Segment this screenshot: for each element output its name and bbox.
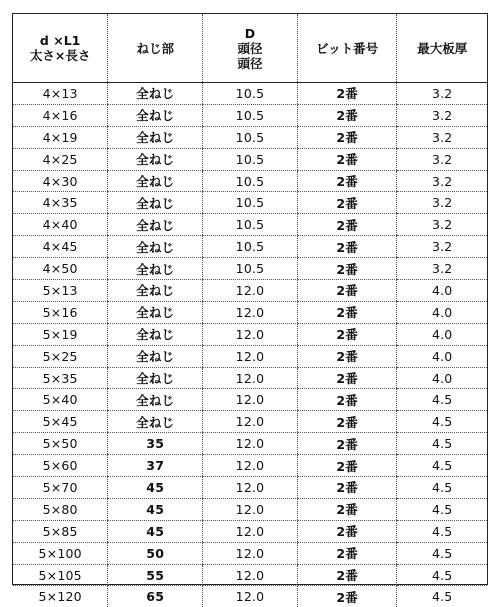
header-row: [13, 14, 487, 83]
cell-size: 4×25: [13, 148, 108, 170]
cell-size: 5×25: [13, 345, 108, 367]
cell-head-diameter: 10.5: [203, 104, 298, 126]
table-row: [13, 345, 487, 367]
cell-max-thickness: 4.5: [397, 433, 487, 455]
table-row: [13, 301, 487, 323]
cell-max-thickness: 4.5: [397, 542, 487, 564]
cell-bit-number: 2番: [297, 280, 397, 302]
cell-thread: 全ねじ: [108, 280, 203, 302]
table-row: [13, 389, 487, 411]
cell-head-diameter: 12.0: [203, 323, 298, 345]
cell-bit-number: 2番: [297, 192, 397, 214]
header-line: ビット番号: [298, 41, 397, 56]
cell-head-diameter: 12.0: [203, 433, 298, 455]
cell-head-diameter: 12.0: [203, 564, 298, 586]
table-row: [13, 104, 487, 126]
cell-thread: 全ねじ: [108, 258, 203, 280]
cell-thread: 全ねじ: [108, 389, 203, 411]
table-row: [13, 258, 487, 280]
table-row: [13, 411, 487, 433]
cell-head-diameter: 12.0: [203, 520, 298, 542]
screw-spec-table: [13, 14, 487, 607]
cell-size: 5×70: [13, 477, 108, 499]
cell-bit-number: 2番: [297, 301, 397, 323]
cell-thread: 全ねじ: [108, 126, 203, 148]
cell-max-thickness: 3.2: [397, 170, 487, 192]
cell-size: 5×85: [13, 520, 108, 542]
cell-head-diameter: 12.0: [203, 280, 298, 302]
cell-max-thickness: 4.5: [397, 586, 487, 607]
header-size: [13, 14, 108, 83]
header-line: d ×L1: [13, 33, 107, 48]
header-line: 太さ×長さ: [13, 48, 107, 63]
cell-max-thickness: 4.5: [397, 477, 487, 499]
cell-size: 4×16: [13, 104, 108, 126]
cell-bit-number: 2番: [297, 411, 397, 433]
cell-size: 5×13: [13, 280, 108, 302]
header-thread: [108, 14, 203, 83]
cell-max-thickness: 3.2: [397, 236, 487, 258]
cell-thread: 65: [108, 586, 203, 607]
spec-table-frame: [12, 13, 488, 585]
header-line: 頭径: [203, 56, 297, 71]
cell-max-thickness: 3.2: [397, 83, 487, 105]
cell-thread: 全ねじ: [108, 323, 203, 345]
cell-bit-number: 2番: [297, 236, 397, 258]
cell-bit-number: 2番: [297, 477, 397, 499]
cell-thread: 全ねじ: [108, 104, 203, 126]
cell-head-diameter: 12.0: [203, 542, 298, 564]
header-line: D: [203, 26, 297, 41]
cell-bit-number: 2番: [297, 520, 397, 542]
cell-size: 4×40: [13, 214, 108, 236]
cell-head-diameter: 10.5: [203, 126, 298, 148]
cell-max-thickness: 3.2: [397, 214, 487, 236]
cell-max-thickness: 4.0: [397, 323, 487, 345]
cell-thread: 全ねじ: [108, 170, 203, 192]
cell-size: 4×13: [13, 83, 108, 105]
table-row: [13, 192, 487, 214]
header-max-thickness: [397, 14, 487, 83]
cell-thread: 全ねじ: [108, 367, 203, 389]
table-row: [13, 126, 487, 148]
cell-thread: 45: [108, 498, 203, 520]
header-head-diameter: [203, 14, 298, 83]
cell-size: 4×19: [13, 126, 108, 148]
header-bit-number: [297, 14, 397, 83]
cell-bit-number: 2番: [297, 389, 397, 411]
cell-bit-number: 2番: [297, 498, 397, 520]
cell-head-diameter: 12.0: [203, 498, 298, 520]
cell-max-thickness: 3.2: [397, 192, 487, 214]
cell-bit-number: 2番: [297, 104, 397, 126]
cell-head-diameter: 12.0: [203, 345, 298, 367]
table-row: [13, 542, 487, 564]
cell-max-thickness: 4.0: [397, 280, 487, 302]
cell-thread: 50: [108, 542, 203, 564]
cell-bit-number: 2番: [297, 258, 397, 280]
cell-size: 4×30: [13, 170, 108, 192]
table-row: [13, 148, 487, 170]
table-row: [13, 433, 487, 455]
cell-bit-number: 2番: [297, 367, 397, 389]
cell-max-thickness: 4.5: [397, 498, 487, 520]
cell-head-diameter: 12.0: [203, 411, 298, 433]
cell-thread: 全ねじ: [108, 301, 203, 323]
cell-max-thickness: 3.2: [397, 104, 487, 126]
cell-head-diameter: 12.0: [203, 389, 298, 411]
cell-max-thickness: 4.5: [397, 455, 487, 477]
cell-size: 5×50: [13, 433, 108, 455]
table-row: [13, 498, 487, 520]
cell-head-diameter: 12.0: [203, 455, 298, 477]
cell-head-diameter: 12.0: [203, 367, 298, 389]
header-line: ねじ部: [108, 41, 202, 56]
cell-size: 4×35: [13, 192, 108, 214]
table-row: [13, 455, 487, 477]
table-row: [13, 564, 487, 586]
cell-max-thickness: 3.2: [397, 148, 487, 170]
cell-max-thickness: 4.5: [397, 564, 487, 586]
cell-head-diameter: 10.5: [203, 192, 298, 214]
cell-thread: 35: [108, 433, 203, 455]
cell-bit-number: 2番: [297, 433, 397, 455]
cell-max-thickness: 4.5: [397, 520, 487, 542]
table-row: [13, 83, 487, 105]
cell-head-diameter: 12.0: [203, 477, 298, 499]
cell-max-thickness: 3.2: [397, 126, 487, 148]
cell-size: 4×45: [13, 236, 108, 258]
header-line: 頭径: [203, 41, 297, 56]
cell-size: 5×35: [13, 367, 108, 389]
cell-size: 5×105: [13, 564, 108, 586]
cell-thread: 全ねじ: [108, 411, 203, 433]
cell-max-thickness: 4.5: [397, 389, 487, 411]
cell-thread: 全ねじ: [108, 83, 203, 105]
table-row: [13, 477, 487, 499]
cell-max-thickness: 4.0: [397, 367, 487, 389]
table-row: [13, 280, 487, 302]
table-header: [13, 14, 487, 83]
table-row: [13, 520, 487, 542]
cell-thread: 全ねじ: [108, 148, 203, 170]
cell-bit-number: 2番: [297, 214, 397, 236]
table-row: [13, 170, 487, 192]
cell-thread: 55: [108, 564, 203, 586]
cell-bit-number: 2番: [297, 455, 397, 477]
cell-max-thickness: 4.0: [397, 301, 487, 323]
cell-bit-number: 2番: [297, 83, 397, 105]
cell-bit-number: 2番: [297, 170, 397, 192]
cell-size: 5×19: [13, 323, 108, 345]
cell-head-diameter: 12.0: [203, 301, 298, 323]
cell-size: 5×120: [13, 586, 108, 607]
cell-head-diameter: 10.5: [203, 236, 298, 258]
table-row: [13, 586, 487, 607]
table-body: [13, 83, 487, 607]
header-line: 最大板厚: [397, 41, 487, 56]
cell-size: 5×60: [13, 455, 108, 477]
cell-bit-number: 2番: [297, 126, 397, 148]
cell-head-diameter: 12.0: [203, 586, 298, 607]
cell-size: 5×16: [13, 301, 108, 323]
cell-size: 5×100: [13, 542, 108, 564]
cell-size: 4×50: [13, 258, 108, 280]
cell-head-diameter: 10.5: [203, 214, 298, 236]
cell-max-thickness: 4.0: [397, 345, 487, 367]
cell-bit-number: 2番: [297, 345, 397, 367]
table-row: [13, 367, 487, 389]
cell-max-thickness: 4.5: [397, 411, 487, 433]
cell-thread: 全ねじ: [108, 345, 203, 367]
cell-bit-number: 2番: [297, 323, 397, 345]
cell-thread: 全ねじ: [108, 192, 203, 214]
table-row: [13, 214, 487, 236]
table-row: [13, 236, 487, 258]
cell-thread: 全ねじ: [108, 214, 203, 236]
cell-bit-number: 2番: [297, 564, 397, 586]
cell-bit-number: 2番: [297, 542, 397, 564]
table-row: [13, 323, 487, 345]
cell-thread: 全ねじ: [108, 236, 203, 258]
cell-bit-number: 2番: [297, 586, 397, 607]
cell-size: 5×80: [13, 498, 108, 520]
cell-size: 5×45: [13, 411, 108, 433]
cell-head-diameter: 10.5: [203, 83, 298, 105]
cell-size: 5×40: [13, 389, 108, 411]
cell-head-diameter: 10.5: [203, 148, 298, 170]
cell-thread: 45: [108, 477, 203, 499]
cell-thread: 37: [108, 455, 203, 477]
cell-thread: 45: [108, 520, 203, 542]
cell-head-diameter: 10.5: [203, 170, 298, 192]
cell-max-thickness: 3.2: [397, 258, 487, 280]
cell-head-diameter: 10.5: [203, 258, 298, 280]
cell-bit-number: 2番: [297, 148, 397, 170]
